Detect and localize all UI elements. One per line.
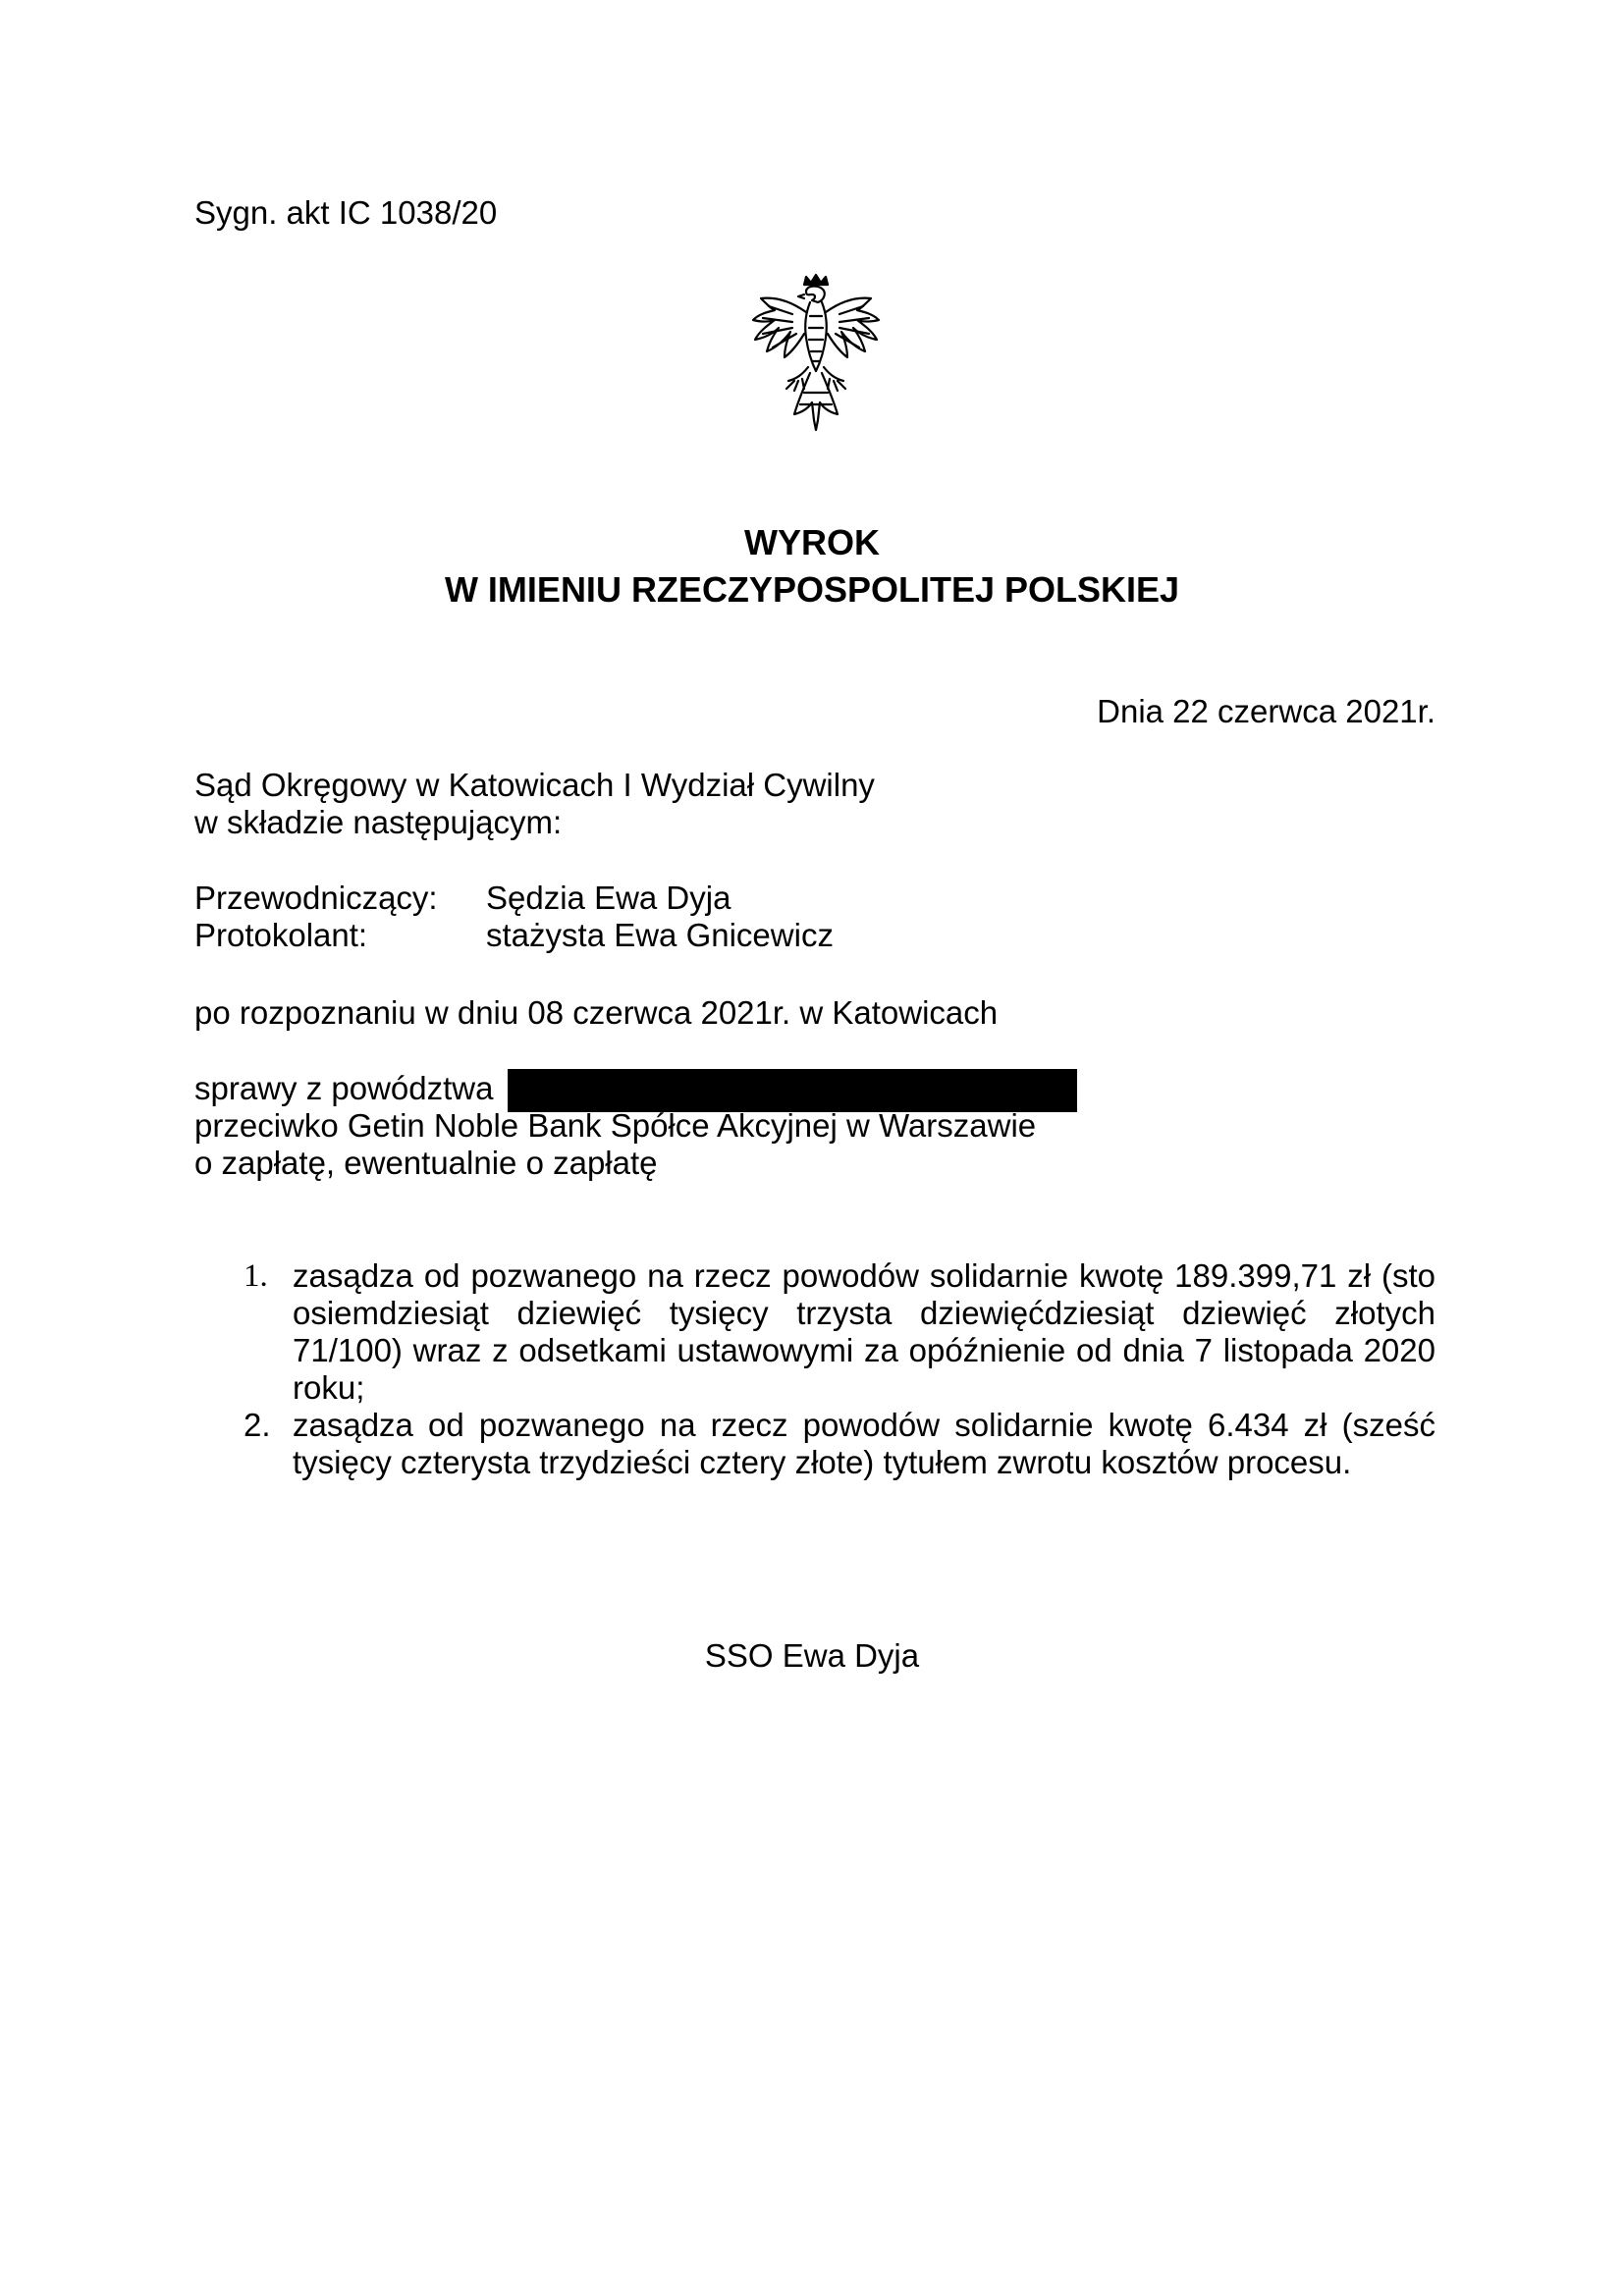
clerk-label: Protokolant: — [194, 917, 368, 953]
document-subtitle: W IMIENIU RZECZYPOSPOLITEJ POLSKIEJ — [444, 569, 1180, 610]
clerk-value: stażysta Ewa Gnicewicz — [486, 917, 834, 953]
judgment-item — [244, 1407, 1435, 1481]
claim-subject-line: o zapłatę, ewentualnie o zapłatę — [194, 1145, 658, 1181]
chair-value: Sędzia Ewa Dyja — [486, 880, 731, 916]
judgment-item-text: zasądza od pozwanego na rzecz powodów solidarnie kwotę 6.434 zł (sześć tysięcy czterysta trzydzieści cztery złote) tytułem zwrotu kosztów procesu. — [293, 1407, 1435, 1480]
polish-eagle-emblem-icon — [747, 273, 885, 432]
judgment-item — [244, 1257, 1435, 1407]
case-number: Sygn. akt IC 1038/20 — [194, 194, 498, 231]
claim-defendant-line: przeciwko Getin Noble Bank Spółce Akcyjnej w Warszawie — [194, 1107, 1037, 1144]
redaction-block — [508, 1069, 1077, 1112]
court-composition-intro: w składzie następującym: — [194, 804, 563, 840]
judgment-date: Dnia 22 czerwca 2021r. — [1097, 693, 1435, 729]
chair-label: Przewodniczący: — [194, 880, 438, 916]
court-name: Sąd Okręgowy w Katowicach I Wydział Cywilny — [194, 767, 875, 803]
judge-signature: SSO Ewa Dyja — [704, 1637, 920, 1674]
claim-plaintiff-line: sprawy z powództwa — [194, 1070, 494, 1106]
judgment-item-number: 1. — [244, 1258, 268, 1294]
hearing-info: po rozpoznaniu w dniu 08 czerwca 2021r. w Katowicach — [194, 994, 999, 1031]
judgment-item-text: zasądza od pozwanego na rzecz powodów solidarnie kwotę 189.399,71 zł (sto osiemdziesiąt dziewięć tysięcy trzysta dziewięćdziesiąt dziewięć złotych 71/100) wraz z odsetkami ustawowymi za opóźnienie od dnia 7 listopada 2020 roku; — [293, 1257, 1435, 1406]
judgment-item-number: 2. — [244, 1407, 271, 1443]
document-title: WYROK — [744, 522, 880, 562]
